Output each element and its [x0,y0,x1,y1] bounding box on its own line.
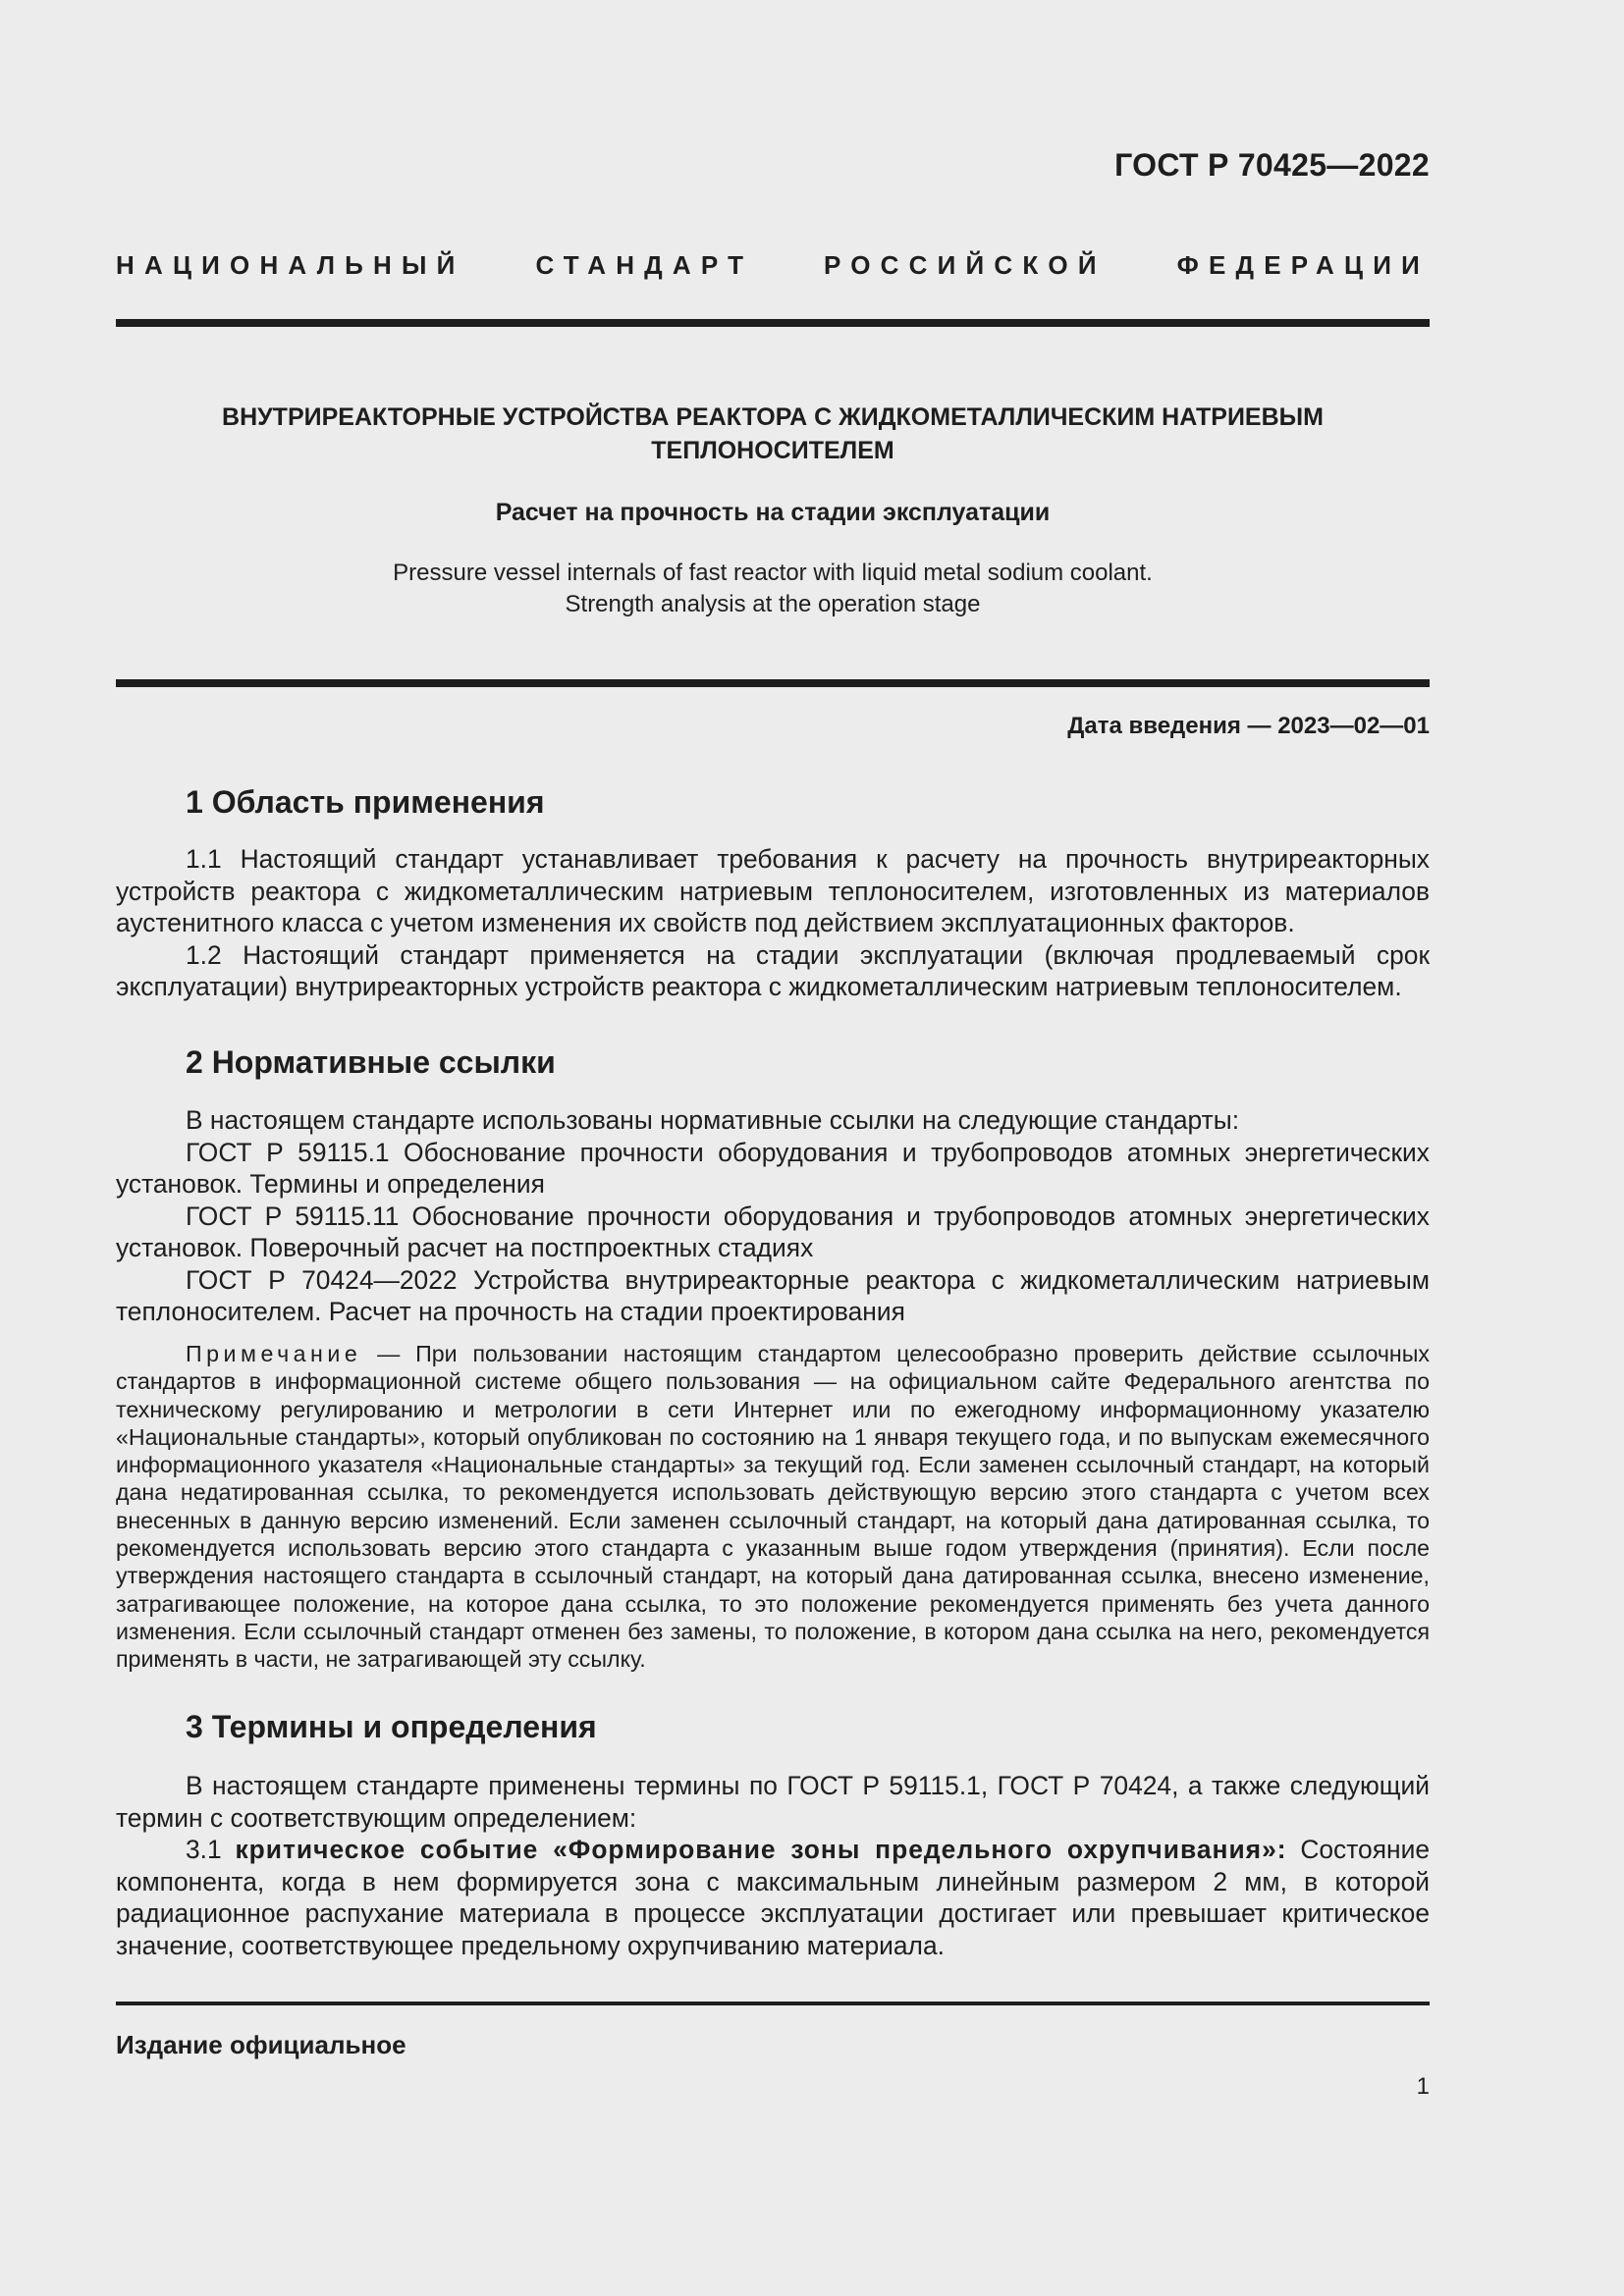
note-block [116,1340,1430,1674]
title-rule [116,679,1430,687]
note-label: Примечание [186,1341,362,1366]
section-2-body [116,1104,1430,1328]
document-title [116,400,1430,467]
english-title-line-1: Pressure vessel internals of fast reactor with liquid metal sodium coolant. [393,560,1153,586]
page-number: 1 [1416,2073,1430,2100]
header-rule [116,319,1430,327]
section-3-heading: 3 Термины и определения [186,1709,597,1744]
terms-intro: В настоящем стандарте применены термины по ГОСТ Р 59115.1, ГОСТ Р 70424, а также следующий термин с соответствующим определением: [116,1771,1430,1833]
english-title [116,558,1430,620]
references-intro: В настоящем стандарте использованы нормативные ссылки на следующие стандарты: [186,1105,1240,1135]
national-standard-line: НАЦИОНАЛЬНЫЙ СТАНДАРТ РОССИЙСКОЙ ФЕДЕРАЦИИ [116,250,1430,280]
paragraph-1-1: 1.1 Настоящий стандарт устанавливает требования к расчету на прочность внутриреакторных устройств реактора с жидкометаллическим натриевым теплоносителем, изготовленных из материалов аустенитного класса с учетом изменения их свойств под действием эксплуатационных факторов. [116,844,1430,937]
title-line-1: ВНУТРИРЕАКТОРНЫЕ УСТРОЙСТВА РЕАКТОРА С ЖИДКОМЕТАЛЛИЧЕСКИМ НАТРИЕВЫМ [222,403,1324,431]
paragraph-1-2: 1.2 Настоящий стандарт применяется на стадии эксплуатации (включая продлеваемый срок эксплуатации) внутриреакторных устройств реактора с жидкометаллическим натриевым теплоносителем. [116,939,1430,1001]
note-paragraph [116,1340,1430,1674]
footer-rule [116,2002,1430,2005]
section-1-body [116,843,1430,1003]
section-2-heading: 2 Нормативные ссылки [186,1044,556,1080]
section-1-heading: 1 Область применения [186,784,545,820]
reference-item: ГОСТ Р 59115.1 Обоснование прочности оборудования и трубопроводов атомных энергетических установок. Термины и определения [116,1137,1430,1199]
note-text: — При пользовании настоящим стандартом целесообразно проверить действие ссылочных стандартов в информационной системе общего пользования — на официальном сайте Федерального агентства по техническому регулированию и метрологии в сети Интернет или по ежегодному информационному указателю «Национальные стандарты», который опубликован по состоянию на 1 января текущего года, и по выпускам ежемесячного информационного указателя «Национальные стандарты» за текущий год. Если заменен ссылочный стандарт, на который дана недатированная ссылка, то рекомендуется использовать действующую версию этого стандарта с учетом всех внесенных в данную версию изменений. Если заменен ссылочный стандарт, на который дана датированная ссылка, то рекомендуется использовать версию этого стандарта с указанным выше годом утверждения (принятия). Если после утверждения настоящего стандарта в ссылочный стандарт, на который дана датированная ссылка, внесено изменение, затрагивающее положение, на которое дана ссылка, то это положение рекомендуется применять без учета данного изменения. Если ссылочный стандарт отменен без замены, то положение, в котором дана ссылка на него, рекомендуется применять в части, не затрагивающей эту ссылку. [116,1341,1430,1673]
term-number: 3.1 [186,1835,236,1864]
term-definition: Состояние компонента, когда в нем формируется зона с максимальным линейным размером 2 мм, в которой радиационное распухание материала в процессе эксплуатации достигает или превышает критическое значение, соответствующее предельному охрупчиванию материала. [116,1835,1431,1960]
reference-item: ГОСТ Р 59115.11 Обоснование прочности оборудования и трубопроводов атомных энергетических установок. Поверочный расчет на постпроектных стадиях [116,1201,1430,1262]
english-title-line-2: Strength analysis at the operation stage [565,591,981,617]
introduction-date: Дата введения — 2023—02—01 [1067,713,1430,739]
term-name: критическое событие «Формирование зоны предельного охрупчивания»: [235,1835,1287,1864]
term-entry [116,1834,1430,1961]
section-3-body [116,1770,1430,1961]
reference-item: ГОСТ Р 70424—2022 Устройства внутриреакторные реактора с жидкометаллическим натриевым теплоносителем. Расчет на прочность на стадии проектирования [116,1264,1430,1326]
standard-number: ГОСТ Р 70425—2022 [1114,147,1430,183]
document-subtitle: Расчет на прочность на стадии эксплуатации [495,499,1051,526]
title-line-2: ТЕПЛОНОСИТЕЛЕМ [651,437,894,464]
official-edition-label: Издание официальное [116,2030,406,2059]
